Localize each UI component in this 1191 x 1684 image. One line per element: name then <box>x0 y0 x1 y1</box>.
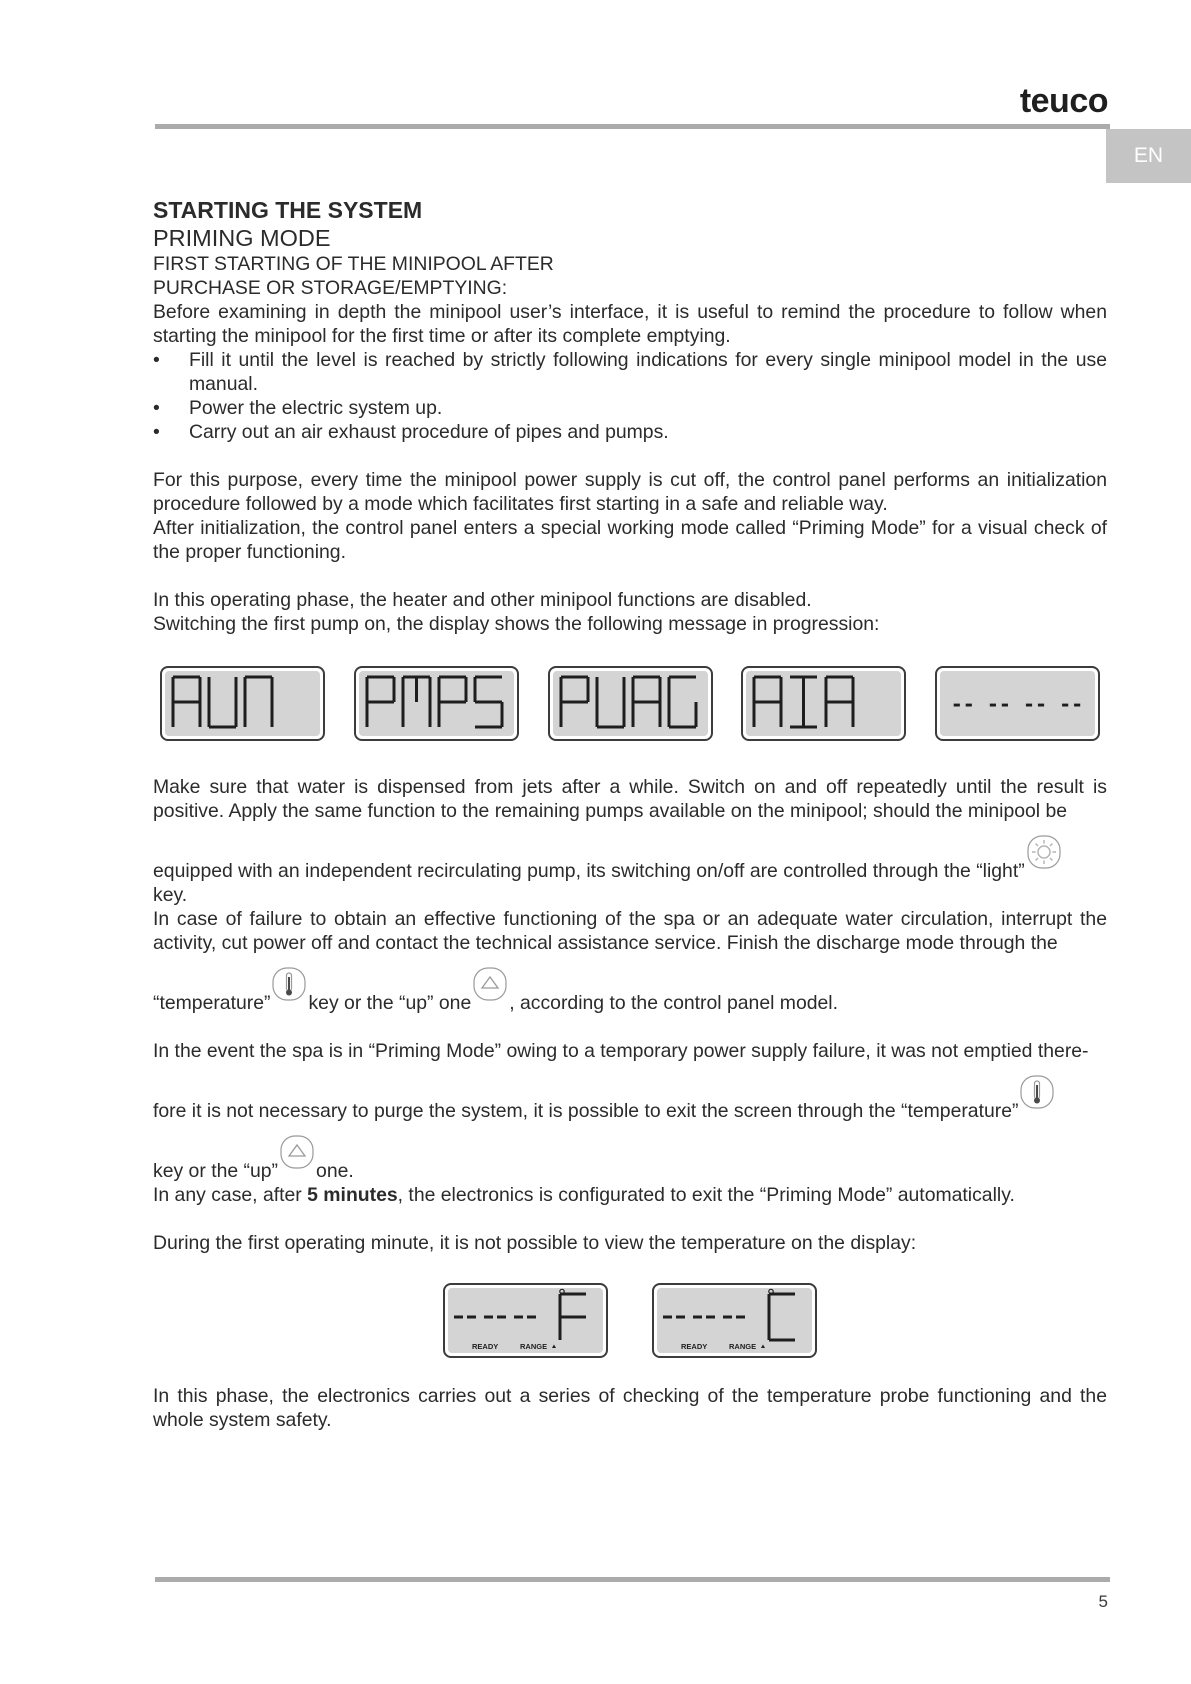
ready-label: READY <box>472 1342 499 1351</box>
anycase-text-a: In any case, after <box>153 1184 308 1206</box>
failure-text-b: key or the “up” one <box>308 992 472 1014</box>
lcd-display-fahrenheit <box>443 1283 608 1358</box>
up-key-icon <box>473 967 507 1001</box>
temperature-displays <box>153 1283 1107 1358</box>
initialization-paragraph: After initialization, the control panel enters a special working mode called “Priming Mode” for a visual check of the proper functioning. <box>153 517 1107 563</box>
lcd-display-celsius <box>652 1283 817 1358</box>
lcd-temp-segments <box>657 1288 812 1353</box>
event-paragraph: In the event the spa is in “Priming Mode” owing to a temporary power supply failure, it was not emptied there- <box>153 1040 1089 1062</box>
lcd-char <box>790 677 817 727</box>
lcd-char <box>439 677 466 727</box>
subsection-subtitle-1: FIRST STARTING OF THE MINIPOOL AFTER <box>153 253 554 275</box>
failure-paragraph: In case of failure to obtain an effective functioning of the spa or an adequate water circulation, interrupt the activity, cut power off and contact the technical assistance service. Finish the discharge mode through the <box>153 908 1107 954</box>
failure-text-a: “temperature” <box>153 992 271 1014</box>
final-paragraph: In this phase, the electronics carries out a series of checking of the temperature probe functioning and the whole system safety. <box>153 1385 1107 1431</box>
subsection-subtitle-2: PURCHASE OR STORAGE/EMPTYING: <box>153 277 508 299</box>
lcd-segments <box>746 671 901 736</box>
lcd-display-purg <box>548 666 713 741</box>
anycase-bold: 5 minutes <box>307 1184 398 1206</box>
temperature-key-icon <box>272 967 306 1001</box>
anycase-paragraph <box>153 1183 1107 1207</box>
purpose-paragraph: For this purpose, every time the minipool power supply is cut off, the control panel performs an initialization procedure followed by a mode which facilitates first starting in a safe and reliable way. <box>153 469 1107 515</box>
lcd-char <box>245 677 272 727</box>
progression-paragraph: Switching the first pump on, the display shows the following message in progression: <box>153 613 880 635</box>
lcd-char <box>826 677 853 727</box>
subsection-title: PRIMING MODE <box>153 225 331 251</box>
list-item: • Fill it until the level is reached by strictly following indications for every single minipool model in the use manual. <box>153 348 1107 396</box>
range-arrow <box>761 1345 765 1349</box>
lcd-dashes-text: -- -- -- -- <box>950 692 1084 716</box>
lcd-char <box>633 677 660 727</box>
language-tab: EN <box>1106 129 1191 183</box>
event-text: fore it is not necessary to purge the system, it is possible to exit the screen through the “temperature” <box>153 1100 1019 1122</box>
event-text-b: one. <box>316 1160 354 1182</box>
lcd-segments <box>553 671 708 736</box>
lcd-char <box>367 677 394 727</box>
light-key-line <box>153 823 1107 883</box>
footer-rule <box>155 1577 1110 1582</box>
failure-text-c: , according to the control panel model. <box>509 992 838 1014</box>
key-word: key. <box>153 884 188 906</box>
lcd-char <box>669 677 696 727</box>
intro-paragraph: Before examining in depth the minipool user’s interface, it is useful to remind the procedure to follow when starting the minipool for the first time or after its complete emptying. <box>153 301 1107 347</box>
lcd-display-dashes <box>935 666 1100 741</box>
water-paragraph: Make sure that water is dispensed from jets after a while. Switch on and off repeatedly until the result is positive. Apply the same function to the remaining pumps available on the minipool; should the minipool be <box>153 776 1107 822</box>
list-item: • Power the electric system up. <box>153 396 1107 420</box>
page-content <box>153 196 1107 1432</box>
ready-label: READY <box>681 1342 708 1351</box>
lcd-display-air <box>741 666 906 741</box>
light-key-icon <box>1027 835 1061 869</box>
lcd-display-pmps <box>354 666 519 741</box>
lcd-temp-segments <box>448 1288 603 1353</box>
lcd-segments <box>359 671 514 736</box>
lcd-char <box>209 677 236 727</box>
display-sequence <box>160 666 1100 741</box>
lcd-segments <box>940 671 1095 736</box>
list-item: • Carry out an air exhaust procedure of pipes and pumps. <box>153 420 1107 444</box>
lcd-char <box>769 1294 795 1340</box>
lcd-char <box>173 677 200 727</box>
range-label: RANGE <box>520 1342 548 1351</box>
up-key-icon <box>280 1135 314 1169</box>
lcd-char <box>597 677 624 727</box>
event-text-a: key or the “up” <box>153 1160 279 1182</box>
page-number: 5 <box>1098 1592 1108 1611</box>
water-text: equipped with an independent recirculating pump, its switching on/off are controlled through the “light” <box>153 860 1025 882</box>
event-temperature-line <box>153 1063 1107 1123</box>
range-label: RANGE <box>729 1342 757 1351</box>
first-minute-paragraph: During the first operating minute, it is not possible to view the temperature on the display: <box>153 1232 917 1254</box>
phase-paragraph: In this operating phase, the heater and other minipool functions are disabled. <box>153 589 812 611</box>
event-up-line <box>153 1123 1107 1183</box>
temperature-key-icon <box>1020 1075 1054 1109</box>
brand-logo: teuco <box>1019 82 1108 120</box>
procedure-list <box>153 348 1107 444</box>
lcd-char <box>754 677 781 727</box>
lcd-char <box>561 677 588 727</box>
lcd-char <box>560 1294 586 1340</box>
lcd-char <box>475 677 502 727</box>
lcd-display-run <box>160 666 325 741</box>
header-rule <box>155 124 1110 129</box>
anycase-text-b: , the electronics is configurated to exit the “Priming Mode” automatically. <box>397 1184 1015 1206</box>
lcd-segments <box>165 671 320 736</box>
range-arrow <box>552 1345 556 1349</box>
failure-keys-line <box>153 955 1107 1015</box>
section-title: STARTING THE SYSTEM <box>153 197 423 223</box>
lcd-char <box>403 677 430 727</box>
